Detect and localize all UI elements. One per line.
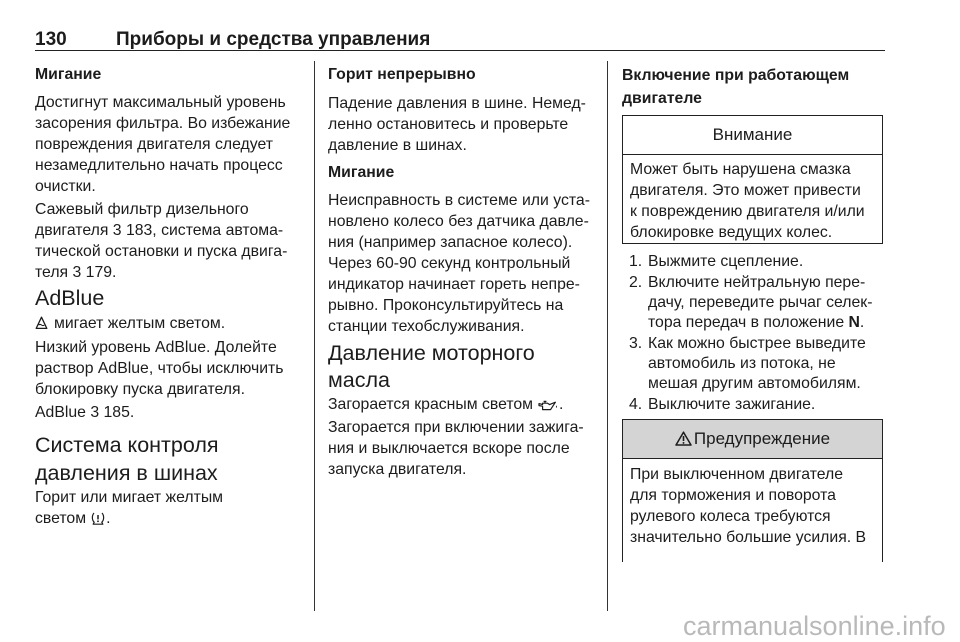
list-item xyxy=(622,395,885,415)
text-fragment: тора передач в положение xyxy=(648,314,849,331)
oil-pressure-heading xyxy=(328,340,600,394)
dpf-blink-paragraph xyxy=(35,92,307,197)
oil-indicator-line xyxy=(328,394,600,415)
adblue-indicator-text: мигает желтым светом. xyxy=(54,315,226,332)
list-item xyxy=(622,273,885,333)
text-line: повреждения двигателя следует xyxy=(35,136,273,153)
step-number: 2. xyxy=(629,274,643,291)
text-line: к повреждению двигателя и/или xyxy=(630,203,865,220)
text-line: засорения фильтра. Во избежание xyxy=(35,115,291,132)
oil-drop xyxy=(556,405,557,408)
adblue-indicator-line xyxy=(35,313,307,334)
text-fragment: . xyxy=(106,510,111,527)
tpms-heading xyxy=(35,431,307,487)
text-line: Достигнут максимальный уровень xyxy=(35,94,286,111)
tire-pressure-icon xyxy=(91,512,105,525)
tpms-steady-paragraph xyxy=(328,93,600,156)
adblue-page-reference: AdBlue 3 185. xyxy=(35,404,135,421)
text-fragment: светом xyxy=(35,510,87,527)
text-line: двигателя. Это может привести xyxy=(630,182,861,199)
text-line: ния и выключается вскоре после xyxy=(328,440,570,457)
caution-title: Внимание xyxy=(623,116,882,155)
engine-running-heading xyxy=(622,64,885,110)
adblue-icon xyxy=(35,316,48,330)
text-line: теля 3 179. xyxy=(35,264,117,281)
tpms-indicator-line xyxy=(35,508,307,529)
step-number: 1. xyxy=(629,253,643,270)
text-line: двигателя 3 183, система автома- xyxy=(35,222,284,239)
text-line: Падение давления в шине. Немед- xyxy=(328,95,586,112)
heading-line: Давление моторного xyxy=(328,341,535,365)
text-line: раствор AdBlue, чтобы исключить xyxy=(35,360,284,377)
list-item xyxy=(622,334,885,394)
column-middle xyxy=(328,64,600,480)
oil-pressure-paragraph xyxy=(328,417,600,480)
warning-header xyxy=(623,420,882,459)
text-line: Сажевый фильтр дизельного xyxy=(35,201,249,218)
adblue-icon-wave xyxy=(39,324,45,325)
tire-pressure-icon-graphic xyxy=(91,512,105,525)
text-line xyxy=(648,313,885,333)
header-rule xyxy=(35,50,885,51)
oil-can-outline xyxy=(539,402,555,409)
heading-line: Включение при работающем xyxy=(622,67,850,84)
oil-pressure-icon xyxy=(538,400,558,411)
dpf-reference-paragraph xyxy=(35,199,307,283)
adblue-icon-graphic xyxy=(35,316,48,330)
tpms-blink-paragraph xyxy=(328,190,600,337)
exclamation-dot xyxy=(682,442,684,444)
step-number: 3. xyxy=(629,335,643,352)
adblue-icon-outline xyxy=(36,317,47,328)
text-line: При выключенном двигателе xyxy=(630,466,844,483)
text-line: ния (например запасное колесо). xyxy=(328,234,573,251)
text-fragment: . xyxy=(859,314,865,331)
text-line: мешая другим автомобилям. xyxy=(648,375,861,392)
text-line: Через 60-90 секунд контрольный xyxy=(328,255,571,272)
tpms-paragraph xyxy=(35,487,307,529)
exclamation-dot xyxy=(97,520,99,522)
text-line: запуска двигателя. xyxy=(328,461,467,478)
text-line: новлено колесо без датчика давле- xyxy=(328,213,589,230)
text-line: очистки. xyxy=(35,178,96,195)
dpf-blink-heading: Мигание xyxy=(35,66,102,83)
text-line: Включите нейтральную пере- xyxy=(648,274,866,291)
caution-box xyxy=(622,115,883,244)
column-divider-right xyxy=(607,61,608,611)
text-line: ленно остановитесь и проверьте xyxy=(328,116,569,133)
warning-box xyxy=(622,419,883,562)
text-line: Как можно быстрее выведите xyxy=(648,335,866,352)
warning-triangle-icon-graphic xyxy=(675,431,692,446)
section-title: Приборы и средства управления xyxy=(116,29,431,50)
warning-title: Предупреждение xyxy=(693,429,831,448)
page-number: 130 xyxy=(35,29,67,50)
steps-list xyxy=(622,252,885,415)
text-line: Низкий уровень AdBlue. Долейте xyxy=(35,339,277,356)
warning-body xyxy=(623,459,882,562)
list-item xyxy=(622,252,885,272)
column-divider-left xyxy=(314,61,315,611)
text-line: незамедлительно начать процесс xyxy=(35,157,283,174)
text-line: блокировку пуска двигателя. xyxy=(35,381,245,398)
text-line: Выключите зажигание. xyxy=(648,396,816,413)
oil-pressure-icon-graphic xyxy=(538,400,558,411)
tpms-steady-heading: Горит непрерывно xyxy=(328,66,476,83)
column-left xyxy=(35,64,307,529)
text-line: дачу, переведите рычаг селек- xyxy=(648,294,873,311)
site-watermark: carmanualsonline.info xyxy=(683,611,946,641)
text-line: индикатор начинает гореть непре- xyxy=(328,276,580,293)
column-right xyxy=(622,64,885,562)
text-line: рывно. Проконсультируйтесь на xyxy=(328,297,564,314)
text-line: Выжмите сцепление. xyxy=(648,253,804,270)
heading-line: двигателе xyxy=(622,90,702,107)
adblue-heading: AdBlue xyxy=(35,286,105,310)
text-line: давление в шинах. xyxy=(328,137,467,154)
heading-line: масла xyxy=(328,368,390,392)
tpms-blink-heading: Мигание xyxy=(328,164,395,181)
caution-body xyxy=(623,155,882,243)
text-line: станции техобслуживания. xyxy=(328,318,525,335)
text-line: блокировке ведущих колес. xyxy=(630,224,833,241)
warning-triangle-icon xyxy=(675,422,692,460)
text-line: Загорается при включении зажига- xyxy=(328,419,584,436)
adblue-low-paragraph xyxy=(35,337,307,400)
text-line: автомобиль из потока, не xyxy=(648,355,836,372)
text-line: Неисправность в системе или уста- xyxy=(328,192,590,209)
text-fragment: . xyxy=(559,396,564,413)
heading-line: давления в шинах xyxy=(35,461,218,485)
text-line: тической остановки и пуска двига- xyxy=(35,243,288,260)
text-fragment: Загорается красным светом xyxy=(328,396,534,413)
text-line: для торможения и поворота xyxy=(630,487,836,504)
heading-line: Система контроля xyxy=(35,433,219,457)
text-line: Может быть нарушена смазка xyxy=(630,161,851,178)
step-number: 4. xyxy=(629,396,643,413)
text-line: рулевого колеса требуются xyxy=(630,508,831,525)
text-line: значительно большие усилия. В xyxy=(630,529,867,546)
text-line: Горит или мигает желтым xyxy=(35,489,224,506)
gear-position-neutral: N xyxy=(848,314,860,331)
